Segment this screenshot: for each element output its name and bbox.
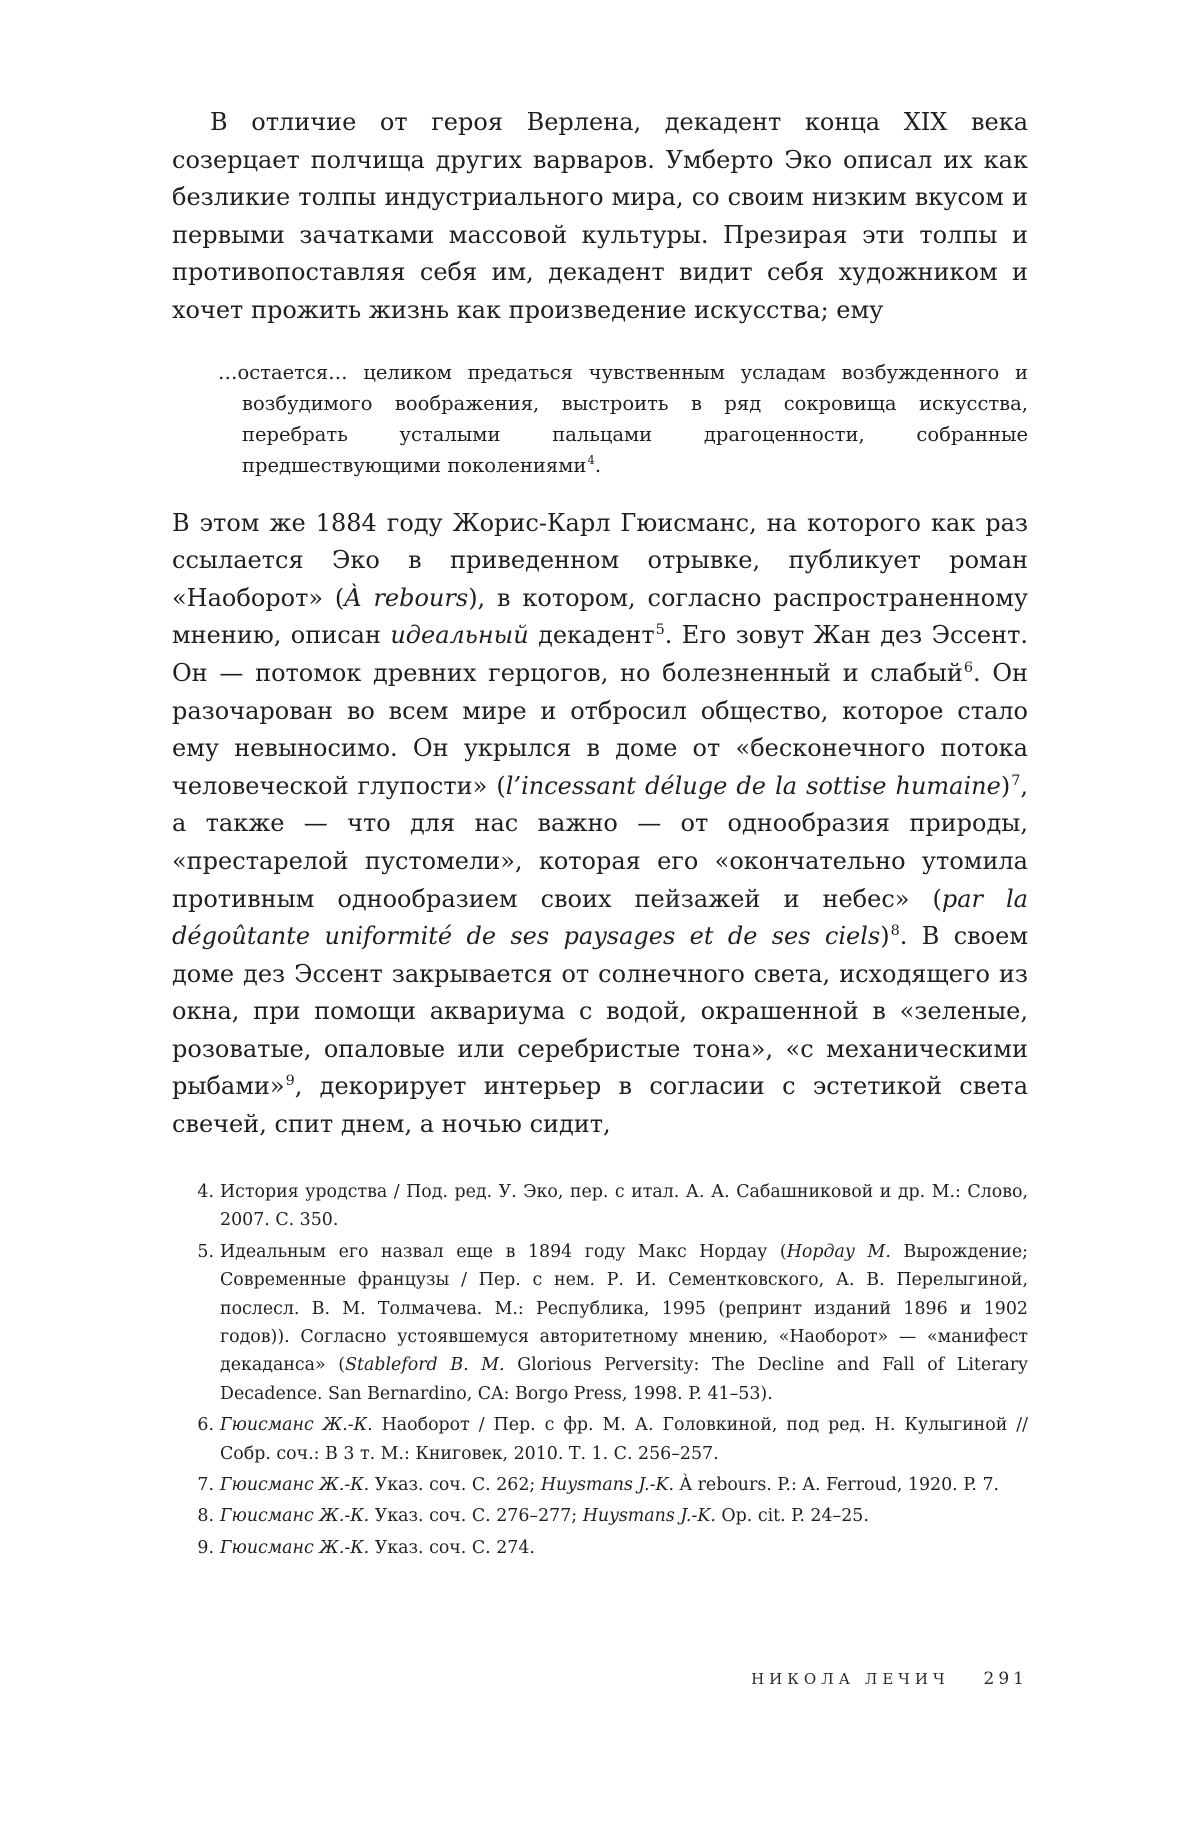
footnote-text: Указ. соч. С. 274. — [369, 1537, 535, 1558]
italic-quote: par la dégoûtante uniformité de ses paysages et de ses ciels — [172, 884, 1028, 951]
paragraph-2-text: декадент — [528, 621, 655, 650]
footnote-number: 5. — [197, 1241, 214, 1262]
footnote-item — [197, 1411, 1028, 1468]
footnote-number: 7. — [197, 1475, 214, 1496]
page-number: 291 — [983, 1669, 1028, 1689]
footnote-ref-5[interactable]: 5 — [655, 622, 665, 639]
footnote-text: Идеальным его назвал еще в 1894 году Макс Нордау ( — [220, 1241, 787, 1262]
footnote-text: Указ. соч. С. 276–277; — [369, 1506, 583, 1527]
footnote-text: Указ. соч. С. 262; — [369, 1475, 541, 1496]
footnote-item — [197, 1502, 1028, 1530]
footnote-text: À rebours. P.: A. Ferroud, 1920. P. 7. — [673, 1475, 1000, 1496]
footnote-italic-text: Huysmans J.-K. — [540, 1475, 674, 1496]
footnote-number: 9. — [197, 1537, 214, 1558]
paragraph-2 — [172, 505, 1028, 1144]
footnote-number: 6. — [197, 1415, 214, 1436]
footnote-ref-9[interactable]: 9 — [285, 1073, 295, 1090]
footnote-ref-6[interactable]: 6 — [963, 659, 973, 676]
italic-quote: l’incessant déluge de la sottise humaine — [505, 771, 1001, 800]
footnote-italic-text: Гюисманс Ж.-К. — [220, 1415, 373, 1436]
paragraph-2-text: ) — [880, 922, 890, 951]
paragraph-2-text: ) — [1000, 771, 1011, 800]
footnote-text: Вырождение; Современные французы / Пер. с нем. Р. И. Сементковского, А. В. Перелыгиной, послесл. В. М. Толмачева. М.: Республика, 1995 (репринт изданий 1896 и 1902 годов)). Согласно устоявшемуся авторитетному мнению, «Наоборот» — «манифест декаданса» ( — [220, 1241, 1029, 1376]
footnote-ref-8[interactable]: 8 — [890, 923, 900, 940]
paragraph-2-text: . В своем доме дез Эссент закрывается от солнечного света, исходящего из окна, при помощи аквариума с водой, окрашенной в «зеленые, розоватые, опаловые или серебристые тона», «с механическими рыбами» — [172, 922, 1028, 1101]
footnote-item — [197, 1471, 1028, 1499]
footnote-item — [197, 1534, 1028, 1562]
footnote-ref-4[interactable]: 4 — [587, 453, 595, 468]
running-footer — [700, 1669, 1028, 1689]
footnote-number: 8. — [197, 1506, 214, 1527]
running-footer-author: НИКОЛА ЛЕЧИЧ — [751, 1670, 950, 1688]
italic-word: идеальный — [390, 621, 529, 650]
footnote-number: 4. — [197, 1182, 214, 1202]
footnote-italic-text: Huysmans J.-K. — [582, 1506, 716, 1527]
footnote-item — [197, 1238, 1029, 1408]
footnote-italic-text: Гюисманс Ж.-К. — [220, 1537, 370, 1558]
footnote-italic-text: Нордау М. — [786, 1241, 891, 1262]
paragraph-2-text: , декорирует интерьер в согласии с эстетикой света свечей, спит днем, а ночью сидит, — [172, 1072, 1028, 1139]
footnote-text: Glorious Perversity: The Decline and Fall of Literary Decadence. San Bernardino, CA: Borgo Press, 1998. P. 41–53). — [220, 1355, 1029, 1404]
paragraph-1: В отличие от героя Верлена, декадент конца XIX века созерцает полчища других варваров. Умберто Эко описал их как безликие толпы индустриального мира, со своим низким вкусом и первыми зачатками массовой культуры. Презирая эти толпы и противопоставляя себя им, декадент видит себя художником и хочет прожить жизнь как произведение искусства; ему — [172, 108, 1028, 324]
footnote-text: Наоборот / Пер. с фр. М. А. Головкиной, под ред. Н. Кулыгиной // Собр. соч.: В 3 т. М.: Книговек, 2010. Т. 1. С. 256–257. — [220, 1415, 1028, 1464]
footnote-italic-text: Stableford B. M. — [345, 1355, 505, 1376]
paragraph-2-text: ), в котором, согласно распространенному мнению, описан — [172, 583, 1029, 650]
footnote-italic-text: Гюисманс Ж.-К. — [220, 1475, 370, 1496]
main-text — [172, 104, 1028, 1144]
paragraph-2-text: В этом же 1884 году Жорис-Карл Гюисманс, на которого как раз ссылается Эко в приведенном отрывке, публикует роман «Наоборот» ( — [172, 508, 1028, 612]
footnote-text: Op. cit. P. 24–25. — [715, 1506, 869, 1527]
footnotes-list — [197, 1178, 1029, 1565]
paragraph-2-text: . Он разочарован во всем мире и отбросил общество, которое стало ему невыносимо. Он укрылся в доме от «бесконечного потока человеческой глупости» ( — [172, 658, 1028, 800]
block-quote: …остается… целиком предаться чувственным усладам возбужденного и возбудимого воображения, выстроить в ряд сокровища искусства, перебрать усталыми пальцами драгоценности, собранные предшествующими поколениями$^4$. — [218, 360, 1028, 477]
quote-text: …остается… целиком предаться чувственным усладам возбужденного и возбудимого воображения, выстроить в ряд сокровища искусства, перебрать усталыми пальцами драгоценности, собранные предшествующими поколениями — [218, 360, 1028, 477]
footnote-text: История уродства / Под. ред. У. Эко, пер. с итал. А. А. Сабашниковой и др. М.: Слово, 2007. С. 350. — [220, 1182, 1028, 1231]
italic-title: À rebours — [344, 583, 469, 612]
footnote-italic-text: Гюисманс Ж.-К. — [220, 1506, 370, 1527]
footnote-ref-7[interactable]: 7 — [1011, 772, 1021, 789]
footnote-item — [197, 1178, 1028, 1235]
paragraph-2-text: . Его зовут Жан дез Эссент. Он — потомок древних герцогов, но болезненный и слабый — [172, 621, 1029, 687]
paragraph-2-text: , а также — что для нас важно — от однообразия природы, «престарелой пустомели», которая его «окончательно утомила противным однообразием своих пейзажей и небес» ( — [172, 771, 1028, 913]
